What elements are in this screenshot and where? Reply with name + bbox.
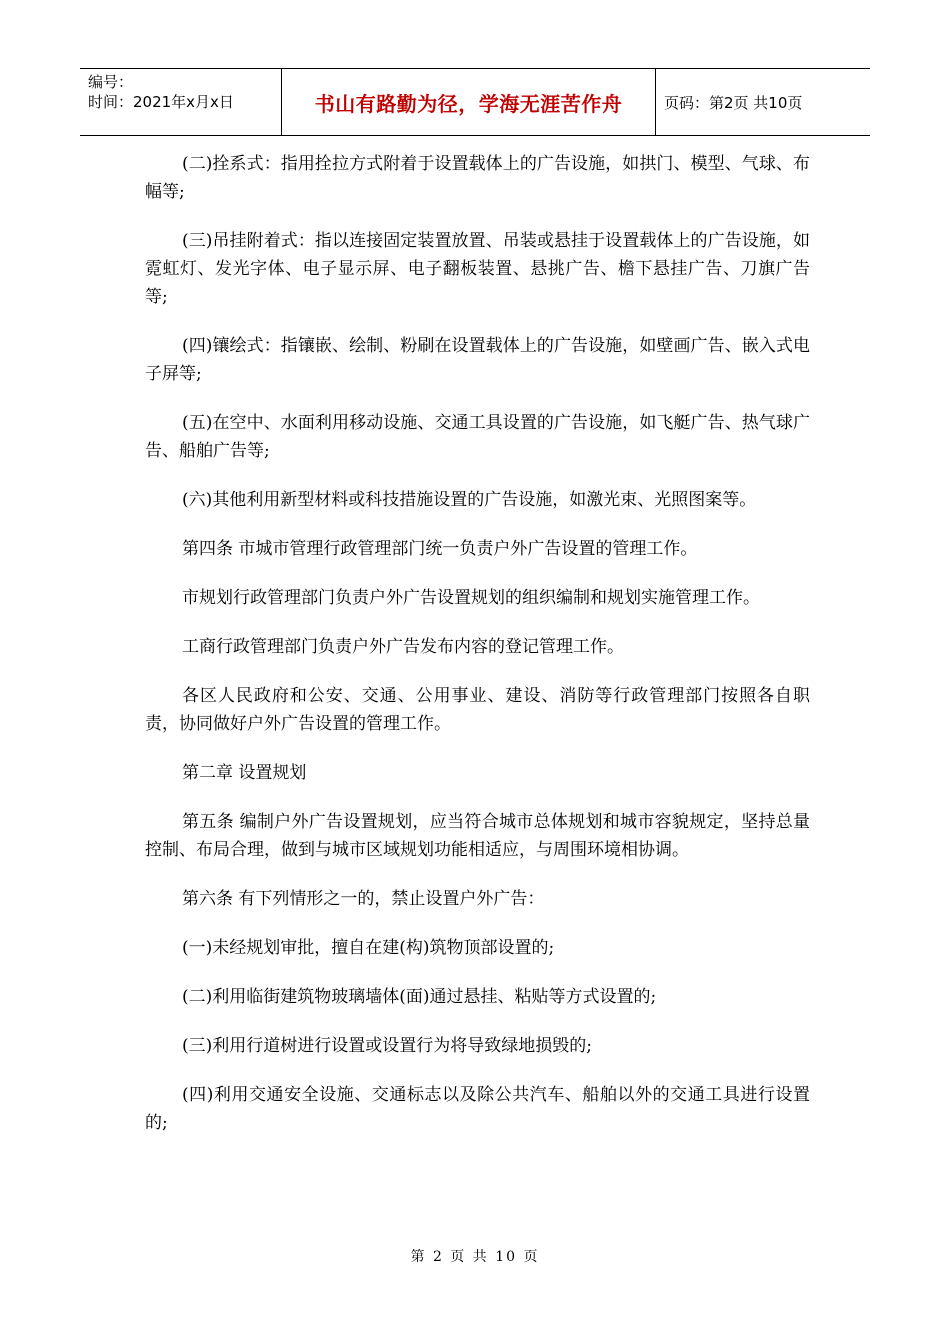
page-footer: 第 2 页 共 10 页 [410, 1249, 540, 1265]
paragraph: 市规划行政管理部门负责户外广告设置规划的组织编制和规划实施管理工作。 [182, 588, 760, 608]
header-meta [80, 69, 282, 135]
paragraph: (二)拴系式：指用拴拉方式附着于设置载体上的广告设施，如拱门、模型、气球、布幅等; [145, 154, 810, 202]
page-header [80, 68, 870, 136]
chapter-heading: 第二章 设置规划 [182, 763, 307, 783]
article-heading: 第六条 有下列情形之一的，禁止设置户外广告： [182, 889, 545, 909]
document-number-label: 编号： [88, 73, 134, 91]
paragraph: (四)镶绘式：指镶嵌、绘制、粉刷在设置载体上的广告设施，如壁画广告、嵌入式电子屏等; [145, 336, 810, 384]
paragraph: (五)在空中、水面利用移动设施、交通工具设置的广告设施，如飞艇广告、热气球广告、船舶广告等; [145, 413, 810, 461]
list-item: (三)利用行道树进行设置或设置行为将导致绿地损毁的; [182, 1036, 592, 1056]
article-heading: 第四条 市城市管理行政管理部门统一负责户外广告设置的管理工作。 [182, 539, 698, 559]
paragraph: 工商行政管理部门负责户外广告发布内容的登记管理工作。 [182, 637, 624, 657]
list-item: (二)利用临街建筑物玻璃墙体(面)通过悬挂、粘贴等方式设置的; [182, 987, 657, 1007]
header-motto: 书山有路勤为径，学海无涯苦作舟 [282, 69, 656, 135]
document-time-label: 时间：2021年x月x日 [88, 93, 234, 111]
paragraph: 各区人民政府和公安、交通、公用事业、建设、消防等行政管理部门按照各自职责，协同做好户外广告设置的管理工作。 [145, 686, 810, 734]
paragraph: (六)其他利用新型材料或科技措施设置的广告设施，如激光束、光照图案等。 [182, 490, 757, 510]
document-body [145, 150, 810, 1158]
paragraph: (三)吊挂附着式：指以连接固定装置放置、吊装或悬挂于设置载体上的广告设施，如霓虹灯、发光字体、电子显示屏、电子翻板装置、悬挑广告、檐下悬挂广告、刀旗广告等; [145, 231, 810, 307]
list-item: (一)未经规划审批，擅自在建(构)筑物顶部设置的; [182, 938, 555, 958]
article-heading: 第五条 编制户外广告设置规划，应当符合城市总体规划和城市容貌规定，坚持总量控制、布局合理，做到与城市区域规划功能相适应，与周围环境相协调。 [145, 812, 810, 860]
list-item: (四)利用交通安全设施、交通标志以及除公共汽车、船舶以外的交通工具进行设置的; [145, 1085, 810, 1133]
header-page-info: 页码：第2页 共10页 [664, 93, 803, 112]
